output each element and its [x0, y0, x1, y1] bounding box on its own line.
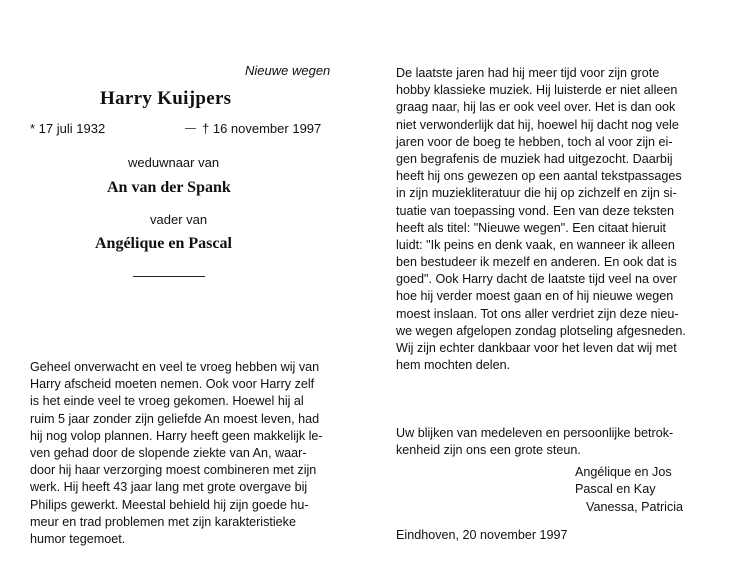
text-line: hoe hij verder moest gaan en of hij nieuwe wegen: [396, 289, 674, 304]
text-line: werk. Hij heeft 43 jaar lang met grote overgave bij: [30, 480, 308, 495]
text-line: is het einde veel te vroeg gekomen. Hoewel hij al: [30, 394, 304, 409]
text-line: door hij haar verzorging moest combineren met zijn: [30, 463, 317, 478]
text-line: humor tegemoet.: [30, 531, 126, 546]
text-line: ben bestudeer ik mezelf en anderen. En ook dat is: [396, 255, 677, 270]
signers-list: [575, 464, 683, 516]
text-line: ruim 5 jaar zonder zijn geliefde An moest leven, had: [30, 411, 320, 426]
text-line: ven gehad door de slopende ziekte van An, waar-: [30, 445, 307, 460]
deceased-name: Harry Kuijpers: [100, 88, 232, 109]
text-line: Philips gewerkt. Meestal behield hij zijn goede hu-: [30, 497, 309, 512]
relation-widower: weduwnaar van: [128, 155, 220, 170]
text-line: Geheel onverwacht en veel te vroeg hebben wij van: [30, 360, 320, 374]
text-line: in zijn muziekliteratuur die hij op zichzelf en zijn si-: [396, 186, 677, 201]
text-line: niet verwonderlijk dat hij, hoewel hij dacht nog vele: [396, 117, 679, 132]
text-line: tuatie van toepassing vond. Een van deze teksten: [396, 203, 674, 218]
text-line: hobby klassieke muziek. Hij luisterde er niet alleen: [396, 83, 678, 98]
children-names: Angélique en Pascal: [95, 235, 232, 252]
relation-father: vader van: [150, 212, 208, 227]
right-paragraph: [396, 65, 716, 374]
text-line: hij nog volop plannen. Harry heeft geen makkelijk le-: [30, 428, 323, 443]
birth-date: * 17 juli 1932: [30, 121, 106, 136]
left-paragraph: [30, 359, 360, 548]
signer-line: Angélique en Jos: [575, 465, 672, 479]
text-line: Uw blijken van medeleven en persoonlijke betrok-: [396, 426, 674, 440]
text-line: luidt: "Ik peins en denk vaak, en wanneer ik alleen: [396, 237, 675, 252]
text-line: gen begrafenis de muziek had uitgezocht. Daarbij: [396, 151, 673, 166]
divider-line: [133, 276, 205, 277]
text-line: jaren voor de boeg te hebben, toch al voor zijn ei-: [396, 134, 673, 149]
heading-title: Nieuwe wegen: [245, 63, 331, 78]
thanks-paragraph: [396, 425, 716, 459]
text-line: hem mochten delen.: [396, 358, 511, 373]
signer-line: Pascal en Kay: [575, 482, 656, 497]
dash-divider: [185, 128, 196, 129]
text-line: goed". Ook Harry dacht de laatste tijd veel na over: [396, 272, 677, 287]
text-line: Wij zijn echter dankbaar voor het leven dat wij met: [396, 341, 677, 355]
text-line: we wegen afgelopen zondag plotseling afgesneden.: [396, 323, 686, 338]
place-date: Eindhoven, 20 november 1997: [396, 528, 568, 542]
text-line: Harry afscheid moeten nemen. Ook voor Harry zelf: [30, 377, 315, 392]
text-line: meur en trad problemen met zijn karakteristieke: [30, 514, 296, 529]
life-dates: [30, 121, 330, 139]
signer-line: Vanessa, Patricia: [586, 499, 684, 514]
text-line: heeft hij ons gewezen op een aantal tekstpassages: [396, 169, 682, 184]
text-line: heeft als titel: "Nieuwe wegen". Een citaat hieruit: [396, 220, 667, 235]
text-line: moest inslaan. Tot ons aller verdriet zijn deze nieu-: [396, 306, 679, 321]
death-date: † 16 november 1997: [202, 121, 322, 136]
text-line: graag naar, hij las er ook veel over. Het is dan ook: [396, 100, 676, 115]
spouse-name: An van der Spank: [107, 179, 231, 196]
text-line: kenheid zijn ons een grote steun.: [396, 443, 581, 458]
text-line: De laatste jaren had hij meer tijd voor zijn grote: [396, 66, 660, 80]
